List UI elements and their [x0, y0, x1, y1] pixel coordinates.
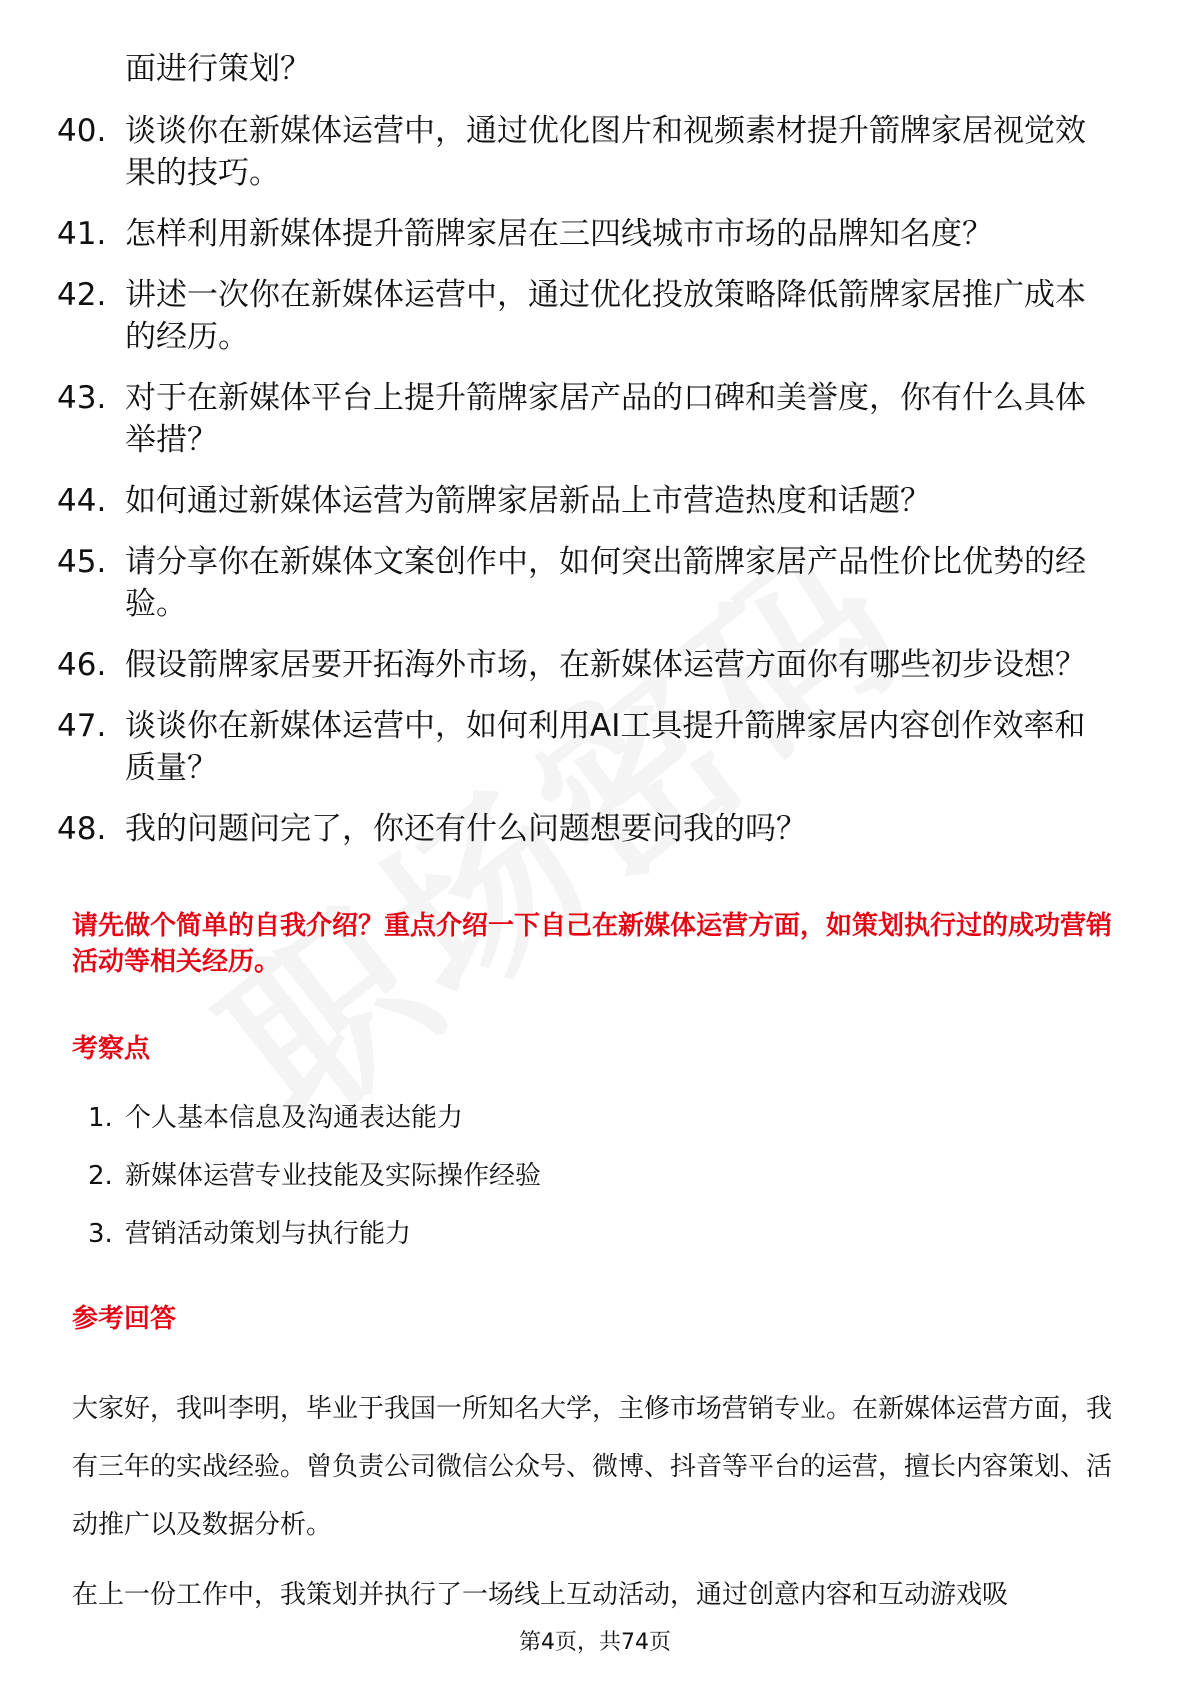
question-number: 42. [57, 277, 107, 313]
highlighted-question: 请先做个简单的自我介绍？重点介绍一下自己在新媒体运营方面，如策划执行过的成功营销活动等相关经历。 [72, 911, 1113, 977]
list-item [0, 541, 1115, 625]
list-item [0, 1158, 541, 1194]
question-number: 46. [57, 647, 107, 683]
page-footer: 第4页，共74页 [519, 1630, 671, 1655]
question-continuation: 面进行策划？ [125, 51, 311, 87]
list-item [0, 213, 1115, 255]
exam-points-list [0, 1100, 541, 1274]
list-item [0, 644, 1115, 686]
question-text: 假设箭牌家居要开拓海外市场，在新媒体运营方面你有哪些初步设想？ [125, 647, 1086, 683]
list-item [0, 1216, 541, 1252]
question-text: 怎样利用新媒体提升箭牌家居在三四线城市市场的品牌知名度？ [125, 216, 993, 252]
question-text: 如何通过新媒体运营为箭牌家居新品上市营造热度和话题？ [125, 483, 931, 519]
question-text: 谈谈你在新媒体运营中，如何利用AI工具提升箭牌家居内容创作效率和质量？ [125, 708, 1086, 786]
question-text: 请分享你在新媒体文案创作中，如何突出箭牌家居产品性价比优势的经验。 [125, 544, 1086, 622]
list-item [0, 705, 1115, 789]
question-text: 对于在新媒体平台上提升箭牌家居产品的口碑和美誉度，你有什么具体举措？ [125, 380, 1086, 458]
point-text: 新媒体运营专业技能及实际操作经验 [125, 1161, 542, 1191]
question-number: 43. [57, 380, 107, 416]
exam-points-heading: 考察点 [72, 1034, 151, 1064]
list-item [0, 274, 1115, 358]
list-item [0, 1100, 541, 1136]
question-text: 谈谈你在新媒体运营中，通过优化图片和视频素材提升箭牌家居视觉效果的技巧。 [125, 113, 1086, 191]
question-number: 47. [57, 708, 107, 744]
list-item [0, 480, 1115, 522]
answer-paragraph: 大家好，我叫李明，毕业于我国一所知名大学，主修市场营销专业。在新媒体运营方面，我有三年的实战经验。曾负责公司微信公众号、微博、抖音等平台的运营，擅长内容策划、活动推广以及数据分析。 [72, 1394, 1113, 1540]
point-text: 个人基本信息及沟通表达能力 [125, 1103, 464, 1133]
point-text: 营销活动策划与执行能力 [125, 1219, 412, 1249]
question-number: 41. [57, 216, 107, 252]
question-text: 讲述一次你在新媒体运营中，通过优化投放策略降低箭牌家居推广成本的经历。 [125, 277, 1086, 355]
question-list [0, 110, 1190, 869]
point-number: 1. [88, 1103, 113, 1133]
list-item [0, 110, 1115, 194]
question-number: 44. [57, 483, 107, 519]
answer-paragraph: 在上一份工作中，我策划并执行了一场线上互动活动，通过创意内容和互动游戏吸 [72, 1580, 1009, 1610]
list-item [0, 808, 1115, 850]
question-number: 45. [57, 544, 107, 580]
question-number: 40. [57, 113, 107, 149]
reference-answer-heading: 参考回答 [72, 1304, 177, 1334]
question-number: 48. [57, 811, 107, 847]
question-text: 我的问题问完了，你还有什么问题想要问我的吗？ [125, 811, 807, 847]
point-number: 2. [88, 1161, 113, 1191]
point-number: 3. [88, 1219, 113, 1249]
list-item [0, 377, 1115, 461]
